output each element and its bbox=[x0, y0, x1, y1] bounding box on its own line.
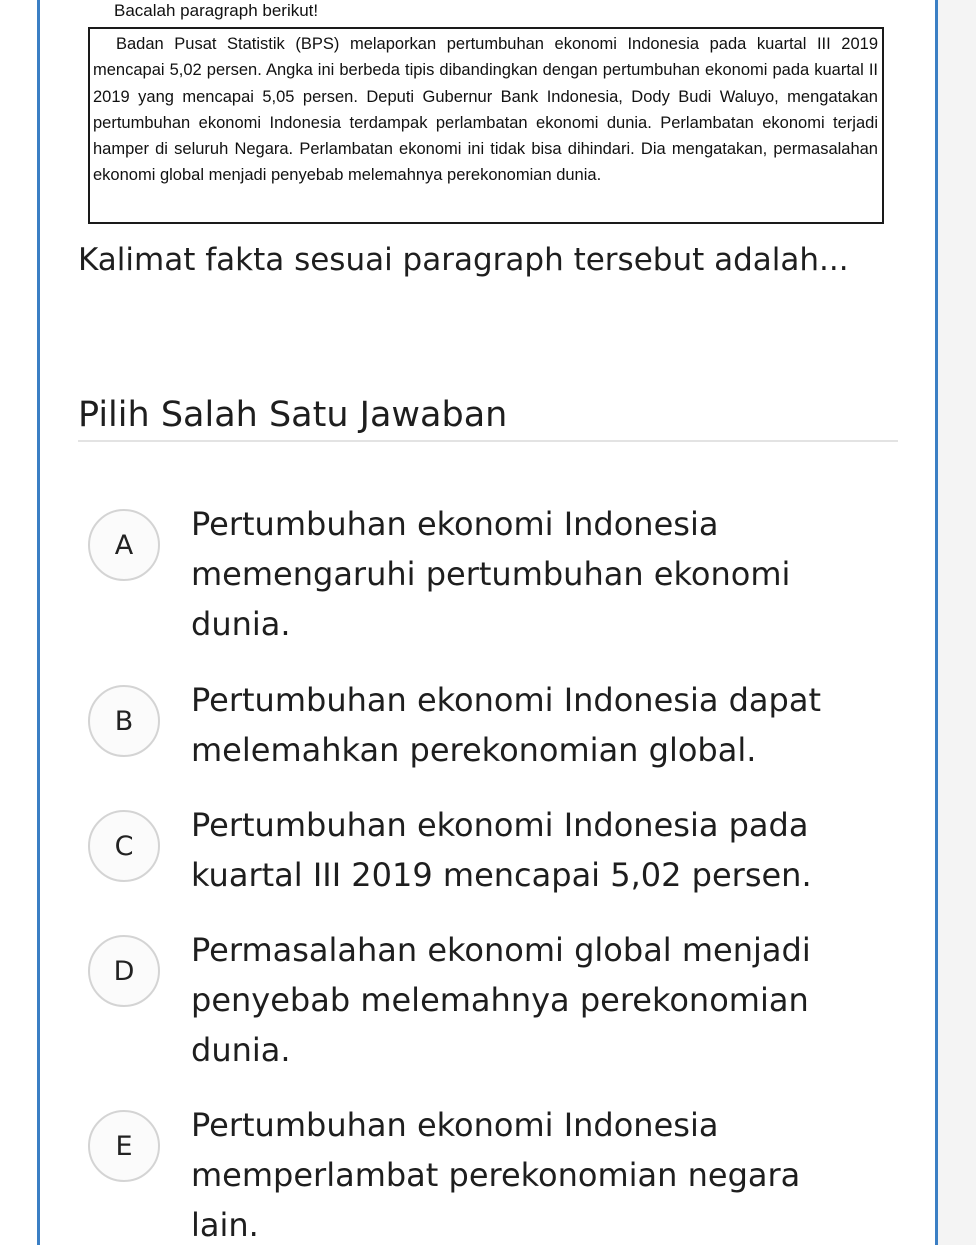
option-a-letter[interactable]: A bbox=[88, 509, 160, 581]
option-e-letter[interactable]: E bbox=[88, 1110, 160, 1182]
passage-intro: Bacalah paragraph berikut! bbox=[114, 1, 319, 20]
right-margin bbox=[938, 0, 976, 1245]
card-right-border bbox=[935, 0, 938, 1245]
option-c-text[interactable]: Pertumbuhan ekonomi Indonesia pada kuartal III 2019 mencapai 5,02 persen. bbox=[191, 806, 812, 894]
passage-box bbox=[88, 27, 884, 224]
option-a-text[interactable]: Pertumbuhan ekonomi Indonesia memengaruhi pertumbuhan ekonomi dunia. bbox=[191, 505, 791, 643]
passage-text: Badan Pusat Statistik (BPS) melaporkan pertumbuhan ekonomi Indonesia pada kuartal III 2019 mencapai 5,02 persen. Angka ini berbeda tipis dibandingkan dengan pertumbuhan ekonomi pada kuartal II 2019 yang mencapai 5,05 persen. Deputi Gubernur Bank Indonesia, Dody Budi Waluyo, mengatakan pertumbuhan ekonomi Indonesia terdampak perlambatan ekonomi dunia. Perlambatan ekonomi terjadi hamper di seluruh Negara. Perlambatan ekonomi ini tidak bisa dihindari. Dia mengatakan, permasalahan ekonomi global menjadi penyebab melemahnya perekonomian dunia. bbox=[93, 35, 878, 185]
divider bbox=[78, 440, 898, 442]
choose-answer-title: Pilih Salah Satu Jawaban bbox=[78, 395, 508, 435]
option-d-letter[interactable]: D bbox=[88, 935, 160, 1007]
option-b-letter[interactable]: B bbox=[88, 685, 160, 757]
option-c-letter[interactable]: C bbox=[88, 810, 160, 882]
option-e-text[interactable]: Pertumbuhan ekonomi Indonesia memperlambat perekonomian negara lain. bbox=[191, 1106, 801, 1244]
option-d-text[interactable]: Permasalahan ekonomi global menjadi penyebab melemahnya perekonomian dunia. bbox=[191, 931, 811, 1069]
option-b-text[interactable]: Pertumbuhan ekonomi Indonesia dapat melemahkan perekonomian global. bbox=[191, 681, 821, 769]
card-left-border bbox=[37, 0, 40, 1245]
question-text: Kalimat fakta sesuai paragraph tersebut adalah... bbox=[78, 242, 849, 278]
